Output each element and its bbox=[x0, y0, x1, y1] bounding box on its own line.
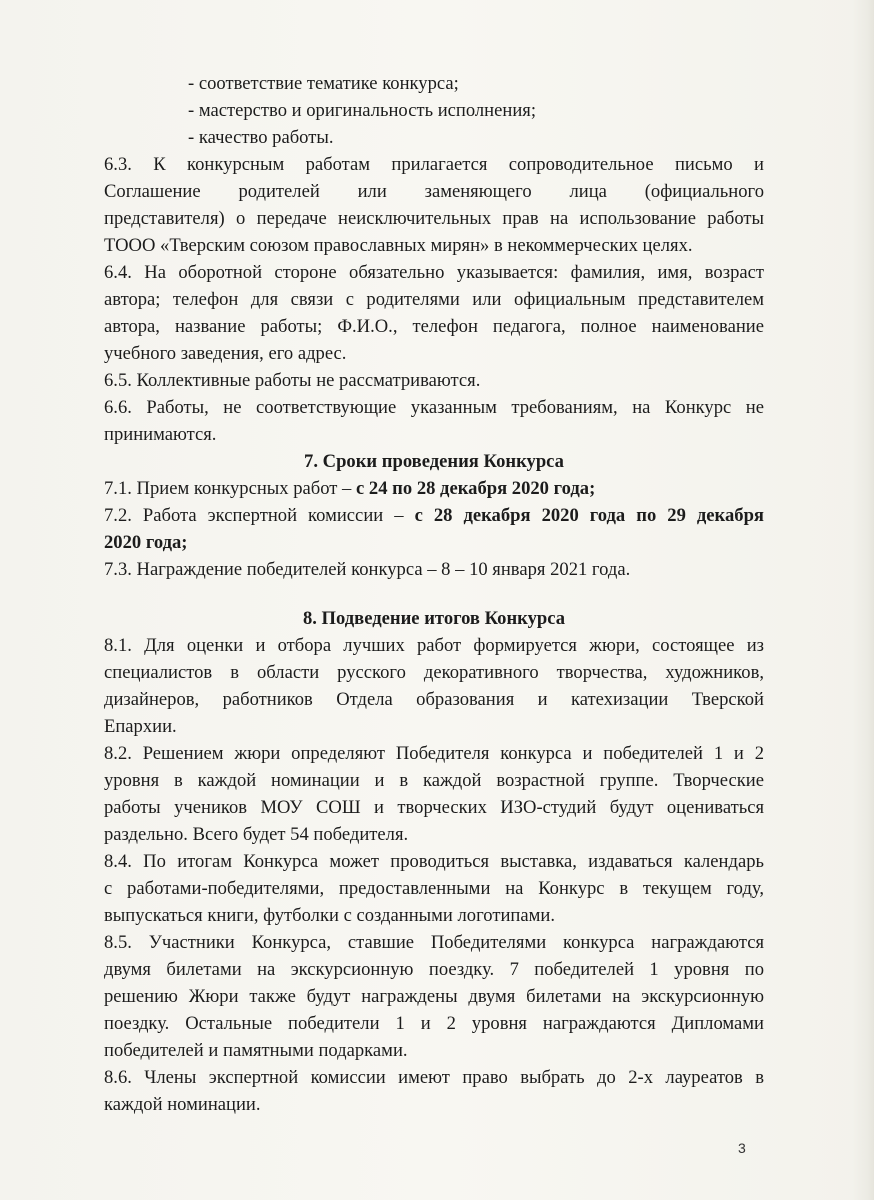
paragraph-8-2: 8.2. Решением жюри определяют Победителя конкурса и победителей 1 и 2 уровня в каждой номинации и в каждой возрастной группе. Творческие работы учеников МОУ СОШ и творческих ИЗО-студий будут оцениваться раздельно. Всего будет 54 победителя. bbox=[104, 743, 764, 845]
section-8-heading: 8. Подведение итогов Конкурса bbox=[302, 608, 566, 629]
document-body bbox=[104, 70, 764, 1118]
page-number: 3 bbox=[738, 1140, 746, 1156]
paragraph-6-4: 6.4. На оборотной стороне обязательно указывается: фамилия, имя, возраст автора; телефон для связи с родителями или официальным представителем автора, название работы; Ф.И.О., телефон педагога, полное наименование учебного заведения, его адрес. bbox=[104, 262, 764, 364]
paragraph-7-1: 7.1. Прием конкурсных работ – с 24 по 28 декабря 2020 года; bbox=[104, 478, 596, 499]
paper-edge-shadow bbox=[852, 0, 874, 1200]
paragraph-8-1: 8.1. Для оценки и отбора лучших работ формируется жюри, состоящее из специалистов в области русского декоративного творчества, художников, дизайнеров, работников Отдела образования и катехизации Тверской Епархии. bbox=[104, 635, 764, 737]
criterion-item: - соответствие тематике конкурса; bbox=[188, 73, 459, 94]
section-7-heading: 7. Сроки проведения Конкурса bbox=[304, 451, 564, 472]
paragraph-7-2: 7.2. Работа экспертной комиссии – с 28 декабря 2020 года по 29 декабря 2020 года; bbox=[104, 505, 764, 553]
paragraph-6-5: 6.5. Коллективные работы не рассматриваются. bbox=[104, 370, 481, 391]
criterion-item: - качество работы. bbox=[188, 127, 334, 148]
paragraph-6-3: 6.3. К конкурсным работам прилагается сопроводительное письмо и Соглашение родителей или заменяющего лица (официального представителя) о передаче неисключительных прав на использование работы ТООО «Тверским союзом православных мирян» в некоммерческих целях. bbox=[104, 154, 764, 256]
paragraph-8-4: 8.4. По итогам Конкурса может проводиться выставка, издаваться календарь с работами-победителями, предоставленными на Конкурс в текущем году, выпускаться книги, футболки с созданными логотипами. bbox=[104, 851, 764, 926]
paragraph-6-6: 6.6. Работы, не соответствующие указанным требованиям, на Конкурс не принимаются. bbox=[104, 397, 764, 445]
criterion-item: - мастерство и оригинальность исполнения; bbox=[188, 100, 537, 121]
paragraph-8-6: 8.6. Члены экспертной комиссии имеют право выбрать до 2-х лауреатов в каждой номинации. bbox=[104, 1067, 764, 1115]
paragraph-8-5: 8.5. Участники Конкурса, ставшие Победителями конкурса награждаются двумя билетами на экскурсионную поездку. 7 победителей 1 уровня по решению Жюри также будут награждены двумя билетами на экскурсионную поездку. Остальные победители 1 и 2 уровня награждаются Дипломами победителей и памятными подарками. bbox=[104, 932, 764, 1061]
paragraph-7-3: 7.3. Награждение победителей конкурса – 8 – 10 января 2021 года. bbox=[104, 559, 631, 580]
spacer bbox=[104, 583, 764, 605]
